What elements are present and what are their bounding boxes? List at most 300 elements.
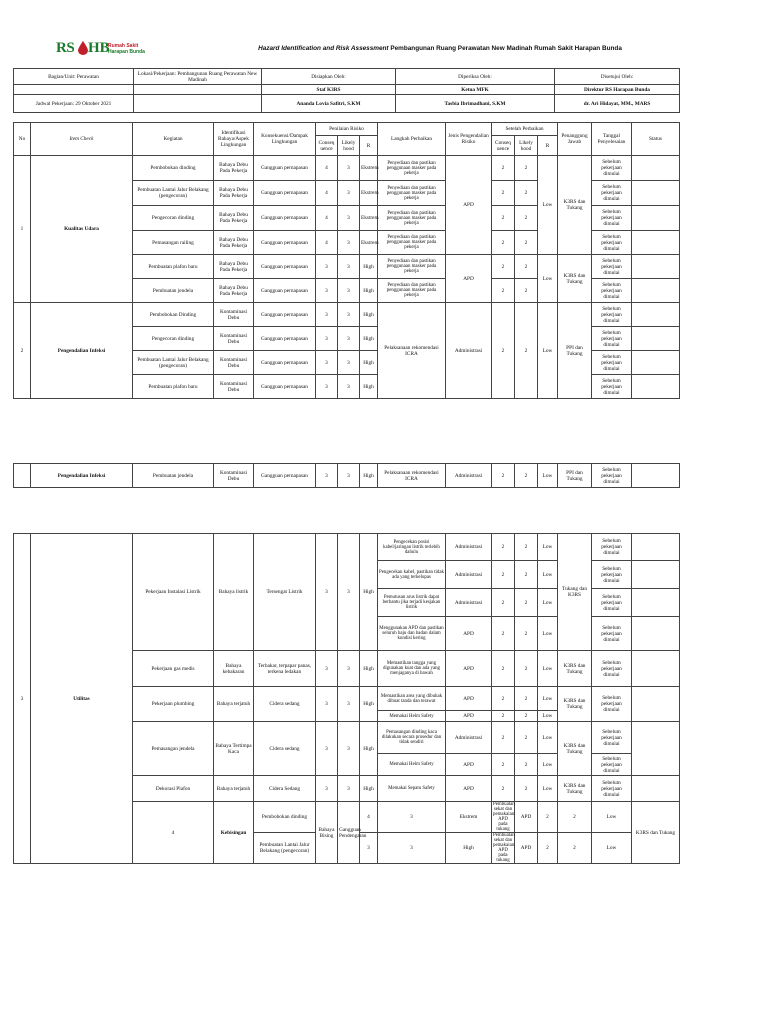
checked-label: Diperiksa Oleh:: [396, 69, 555, 85]
table-cell: 3: [338, 255, 360, 279]
table-cell: [632, 687, 680, 722]
table-cell: APD: [446, 687, 492, 711]
table-cell: Low: [592, 833, 632, 864]
table-cell: 3: [316, 464, 338, 488]
table-cell: Ekstrem: [360, 231, 378, 255]
table-cell: 3: [14, 534, 31, 864]
table-cell: Pengecoran dinding: [133, 327, 214, 351]
table-cell: [632, 722, 680, 776]
table-cell: 3: [338, 375, 360, 399]
table-cell: Low: [538, 651, 558, 687]
table-cell: PPI dan Tukang: [558, 303, 592, 399]
approved-label: Disetujui Oleh:: [555, 69, 680, 85]
table-cell: 3: [316, 303, 338, 327]
table-cell: Sebelum pekerjaan dimulai: [592, 156, 632, 181]
table-cell: Penilaian Risiko: [316, 123, 378, 136]
table-cell: 3: [316, 534, 338, 651]
table-cell: 2: [492, 776, 515, 802]
table-cell: Jenis Pengendalian Risiko: [446, 123, 492, 156]
table-cell: 2: [492, 561, 515, 589]
table-cell: Memastikan area yang dibuhak dibuat tanda dan terawat: [378, 687, 446, 711]
table-cell: Pembuatan Lantai Jalur Belakang (pengecoran): [254, 833, 316, 864]
table-cell: APD: [446, 255, 492, 303]
table-cell: Conseq uence: [492, 136, 515, 156]
table-cell: Bahaya Debu Pada Pekerja: [214, 206, 254, 231]
table-cell: Identifikasi Bahaya/Aspek Lingkungan: [214, 123, 254, 156]
table-cell: Pembuatan jendela: [133, 464, 214, 488]
table-cell: Bahaya terjatuh: [214, 776, 254, 802]
table-cell: [632, 206, 680, 231]
table-cell: Kontaminasi Debu: [214, 327, 254, 351]
table-cell: Tasbia Ibrimadhani, S.KM: [396, 95, 555, 113]
table-cell: Kontaminasi Debu: [214, 464, 254, 488]
table-cell: Penanggung Jawab: [558, 123, 592, 156]
table-cell: Pembobokan Dinding: [133, 303, 214, 327]
table-cell: [14, 85, 134, 95]
table-cell: 3: [360, 833, 378, 864]
table-cell: Sebelum pekerjaan dimulai: [592, 776, 632, 802]
table-cell: Gangguan pernapasan: [254, 181, 316, 206]
table-cell: Bahaya Debu Pada Pekerja: [214, 231, 254, 255]
table-cell: Low: [538, 534, 558, 561]
table-cell: Gangguan Pendengaran: [338, 802, 360, 864]
table-cell: 3: [338, 206, 360, 231]
table-cell: 4: [316, 181, 338, 206]
table-cell: Gangguan pernapasan: [254, 156, 316, 181]
table-cell: Pengecoran dinding: [133, 206, 214, 231]
table-cell: Low: [538, 754, 558, 776]
table-cell: 3: [378, 833, 446, 864]
table-cell: 2: [492, 206, 515, 231]
table-cell: Pemutusan arus listrik dapat berbantu jika terjadi kesjakan listrik: [378, 589, 446, 617]
table-cell: Menggunakan APD dan pastikan seluruh baju dan badan dalam kondisi kering: [378, 617, 446, 651]
table-cell: 3: [338, 279, 360, 303]
table-cell: Tersengat Listrik: [254, 534, 316, 651]
table-cell: Bahaya listrik: [214, 534, 254, 651]
prepared-label: Disiapkan Oleh:: [262, 69, 396, 85]
table-cell: Sebelum pekerjaan dimulai: [592, 589, 632, 617]
table-cell: 3: [338, 687, 360, 722]
schedule-label: Jadwal Pekerjaan: 29 Oktober 2021: [14, 95, 134, 113]
table-cell: 3: [338, 722, 360, 776]
table-cell: Low: [538, 255, 558, 303]
table-cell: 2: [515, 303, 538, 399]
table-cell: Memakai Sepatu Safety: [378, 776, 446, 802]
table-cell: High: [360, 534, 378, 651]
table-cell: 2: [492, 156, 515, 181]
table-cell: 3: [316, 255, 338, 279]
blood-drop-icon: [78, 41, 88, 55]
table-cell: [632, 561, 680, 589]
table-cell: 2: [492, 722, 515, 754]
table-cell: [632, 255, 680, 279]
table-cell: 3: [316, 776, 338, 802]
location-label: Lokasi/Pekerjaan: Pembangunan Ruang Perawatan New Madinah: [134, 69, 262, 85]
table-cell: Kualitas Udara: [31, 156, 133, 303]
table-cell: [632, 303, 680, 327]
table-cell: Bahaya Debu Pada Pekerja: [214, 279, 254, 303]
table-cell: Sebelum pekerjaan dimulai: [592, 464, 632, 488]
risk-table-main: [13, 122, 680, 399]
table-cell: 2: [515, 687, 538, 711]
table-cell: 2: [14, 303, 31, 399]
table-cell: APD: [515, 833, 538, 864]
table-cell: 2: [492, 255, 515, 279]
table-cell: Bahaya terjatuh: [214, 687, 254, 722]
table-cell: Administrasi: [446, 589, 492, 617]
table-cell: Staf K3RS: [262, 85, 396, 95]
table-cell: Sebelum pekerjaan dimulai: [592, 351, 632, 375]
table-cell: Sebelum pekerjaan dimulai: [592, 327, 632, 351]
table-cell: Ekstrem: [360, 156, 378, 181]
table-cell: Pengendalian Infeksi: [31, 464, 133, 488]
table-cell: 3: [338, 776, 360, 802]
table-cell: K3RS dan Tukang: [558, 722, 592, 776]
table-cell: Sebelum pekerjaan dimulai: [592, 206, 632, 231]
table-cell: Bahaya Debu Pada Pekerja: [214, 181, 254, 206]
table-cell: Setelah Perbaikan: [492, 123, 558, 136]
table-cell: Penyediaan dan pastikan penggunaan masker pada pekerja: [378, 231, 446, 255]
table-cell: Status: [632, 123, 680, 156]
table-cell: High: [360, 351, 378, 375]
risk-table-lower: [13, 533, 680, 864]
table-cell: Administrasi: [446, 534, 492, 561]
table-cell: 3: [338, 534, 360, 651]
table-cell: 3: [338, 156, 360, 181]
table-cell: [632, 351, 680, 375]
table-cell: Sebelum pekerjaan dimulai: [592, 617, 632, 651]
table-cell: 1: [14, 156, 31, 303]
table-cell: Pemasangan dinding kaca dilakukan secara prosedur dan tidak sendiri: [378, 722, 446, 754]
table-cell: Low: [538, 464, 558, 488]
table-cell: 4: [316, 231, 338, 255]
table-cell: Pemasangan railing: [133, 231, 214, 255]
table-cell: Ananda Lovia Safitri, S.KM: [262, 95, 396, 113]
table-cell: Sebelum pekerjaan dimulai: [592, 375, 632, 399]
table-cell: Memakai Helm Safety: [378, 711, 446, 722]
table-cell: 2: [515, 534, 538, 561]
table-cell: Bahaya Tertimpa Kaca: [214, 722, 254, 776]
table-cell: Administrasi: [446, 722, 492, 754]
table-cell: Bahaya kebakaran: [214, 651, 254, 687]
table-cell: 2: [515, 464, 538, 488]
table-cell: Pekerjaan gas medis: [133, 651, 214, 687]
table-cell: APD: [446, 754, 492, 776]
table-cell: 3: [338, 651, 360, 687]
table-cell: High: [360, 375, 378, 399]
table-cell: K3RS dan Tukang: [558, 651, 592, 687]
table-cell: High: [360, 687, 378, 722]
table-cell: K3RS dan Tukang: [558, 156, 592, 255]
table-cell: Penyediaan dan pastikan penggunaan masker pada pekerja: [378, 181, 446, 206]
table-cell: [632, 617, 680, 651]
table-cell: R: [360, 136, 378, 156]
table-cell: 4: [316, 156, 338, 181]
table-cell: APD: [446, 651, 492, 687]
table-cell: 3: [338, 464, 360, 488]
table-cell: 2: [515, 279, 538, 303]
table-cell: [632, 231, 680, 255]
table-cell: Low: [538, 561, 558, 589]
table-cell: Terbakar, terpapar panas, terkena ledakan: [254, 651, 316, 687]
table-row: [14, 156, 680, 181]
table-cell: [632, 327, 680, 351]
table-row: [14, 534, 680, 561]
table-cell: Bahaya Bising: [316, 802, 338, 864]
table-cell: Ekstrem: [360, 181, 378, 206]
table-cell: Penyediaan dan pastikan penggunaan masker pada pekerja: [378, 156, 446, 181]
table-cell: Low: [538, 617, 558, 651]
table-cell: [632, 651, 680, 687]
table-cell: 3: [316, 722, 338, 776]
table-cell: Administrasi: [446, 561, 492, 589]
table-cell: [632, 464, 680, 488]
table-cell: Gangguan pernapasan: [254, 255, 316, 279]
hospital-logo: RS HB Rumah Sakit Harapan Bunda: [56, 40, 145, 56]
table-cell: K3RS dan Tukang: [558, 776, 592, 802]
table-cell: 3: [316, 351, 338, 375]
table-cell: APD: [446, 156, 492, 255]
table-cell: Low: [538, 711, 558, 722]
table-cell: Sebelum pekerjaan dimulai: [592, 255, 632, 279]
table-cell: 2: [492, 617, 515, 651]
table-cell: Langkah Perbaikan: [378, 123, 446, 156]
table-cell: Ketua MFK: [396, 85, 555, 95]
table-cell: High: [446, 833, 492, 864]
table-cell: Penyediaan dan pastikan penggunaan masker pada pekerja: [378, 279, 446, 303]
table-cell: Tukang dan K3RS: [558, 534, 592, 651]
table-cell: Cidera Sedang: [254, 776, 316, 802]
table-cell: 3: [316, 327, 338, 351]
table-cell: High: [360, 255, 378, 279]
table-cell: Memakai Helm Safety: [378, 754, 446, 776]
table-cell: [632, 589, 680, 617]
table-cell: Low: [538, 776, 558, 802]
table-cell: 3: [338, 327, 360, 351]
table-cell: 4: [316, 206, 338, 231]
document-title: Hazard Identification and Risk Assessment Pembangunan Ruang Perawatan New Madinah Rumah Sakit Harapan Bunda: [258, 45, 622, 52]
table-cell: APD: [446, 711, 492, 722]
table-cell: Pembuatan Lantai Jalur Belakang (pengecoran): [133, 181, 214, 206]
table-cell: [632, 534, 680, 561]
table-cell: 2: [492, 651, 515, 687]
table-cell: Low: [538, 722, 558, 754]
table-cell: K3RS dan Tukang: [558, 687, 592, 722]
table-cell: 2: [492, 534, 515, 561]
table-cell: Kontaminasi Debu: [214, 351, 254, 375]
table-cell: Bahaya Debu Pada Pekerja: [214, 255, 254, 279]
table-cell: Kontaminasi Debu: [214, 303, 254, 327]
table-cell: 2: [558, 802, 592, 833]
table-cell: 2: [515, 156, 538, 181]
table-cell: High: [360, 651, 378, 687]
table-cell: Sebelum pekerjaan dimulai: [592, 651, 632, 687]
table-cell: 3: [316, 279, 338, 303]
table-cell: Low: [538, 156, 558, 255]
table-cell: Gangguan pernapasan: [254, 206, 316, 231]
table-cell: Likely hood: [338, 136, 360, 156]
table-cell: 2: [538, 833, 558, 864]
table-cell: Sebelum pekerjaan dimulai: [592, 534, 632, 561]
table-cell: Pembuatan plafon baru: [133, 255, 214, 279]
table-cell: Gangguan pernapasan: [254, 375, 316, 399]
table-cell: 2: [492, 687, 515, 711]
table-cell: Sebelum pekerjaan dimulai: [592, 754, 632, 776]
table-cell: Gangguan pernapasan: [254, 279, 316, 303]
table-cell: Pengendalian Infeksi: [31, 303, 133, 399]
table-cell: [632, 375, 680, 399]
table-cell: Utilitas: [31, 534, 133, 864]
table-cell: Gangguan pernapasan: [254, 351, 316, 375]
table-cell: Gangguan pernapasan: [254, 464, 316, 488]
table-cell: High: [360, 303, 378, 327]
table-cell: Sebelum pekerjaan dimulai: [592, 279, 632, 303]
table-cell: APD: [446, 776, 492, 802]
table-cell: Pekerjaan plumbing: [133, 687, 214, 722]
table-cell: 2: [515, 255, 538, 279]
table-cell: Gangguan pernapasan: [254, 303, 316, 327]
table-cell: 2: [515, 561, 538, 589]
table-cell: APD: [515, 802, 538, 833]
table-cell: [632, 279, 680, 303]
table-cell: Kebisingan: [214, 802, 254, 864]
table-cell: 2: [515, 589, 538, 617]
table-cell: Sebelum pekerjaan dimulai: [592, 722, 632, 754]
table-cell: [134, 85, 262, 95]
table-cell: 2: [492, 464, 515, 488]
table-cell: Pembuatan sekat dan pemakaian APD pada tukang: [493, 802, 515, 832]
unit-label: Bagian/Unit: Perawatan: [14, 69, 134, 85]
table-cell: Direktur RS Harapan Bunda: [555, 85, 680, 95]
table-cell: Penyediaan dan pastikan penggunaan masker pada pekerja: [378, 255, 446, 279]
table-cell: Pengecekan posisi kabel/jaringan listrik terlebih dahulu: [378, 534, 446, 561]
table-cell: Administrasi: [446, 464, 492, 488]
table-cell: High: [360, 279, 378, 303]
table-cell: 2: [492, 711, 515, 722]
table-cell: 2: [515, 754, 538, 776]
table-cell: 3: [316, 651, 338, 687]
table-cell: High: [360, 327, 378, 351]
table-cell: Pemasangan jendela: [133, 722, 214, 776]
table-cell: 2: [558, 833, 592, 864]
table-cell: 2: [515, 206, 538, 231]
table-cell: PPI dan Tukang: [558, 464, 592, 488]
risk-table-continuation: [13, 463, 680, 488]
table-cell: [134, 95, 262, 113]
table-cell: 4: [360, 802, 378, 833]
table-cell: Tanggal Penyelesaian: [592, 123, 632, 156]
table-cell: 2: [492, 754, 515, 776]
table-cell: Gangguan pernapasan: [254, 231, 316, 255]
table-cell: Gangguan pernapasan: [254, 327, 316, 351]
table-cell: Pembobokan dinding: [254, 802, 316, 833]
table-cell: Pembuatan Lantai Jalur Belakang (pengecoran): [133, 351, 214, 375]
table-cell: Pelaksanaan rekomendasi ICRA: [378, 464, 446, 488]
table-cell: 4: [133, 802, 214, 864]
table-cell: Pekerjaan Instalasi Listrik: [133, 534, 214, 651]
table-cell: Conseq uence: [316, 136, 338, 156]
table-cell: 2: [492, 303, 515, 399]
table-cell: Bahaya Debu Pada Pekerja: [214, 156, 254, 181]
table-cell: Sebelum pekerjaan dimulai: [592, 231, 632, 255]
table-cell: 3: [316, 687, 338, 722]
table-cell: dr. Ari Hidayat, MM., MARS: [555, 95, 680, 113]
table-cell: [632, 181, 680, 206]
table-cell: 2: [515, 231, 538, 255]
table-cell: 2: [492, 589, 515, 617]
table-cell: Memastikan tangga yang digunakan kuat dan ada yang menjaganya di bawah: [378, 651, 446, 687]
table-cell: Kontaminasi Debu: [214, 375, 254, 399]
table-cell: Konsekuensi/Dampak Lingkungan: [254, 123, 316, 156]
table-cell: Kegiatan: [133, 123, 214, 156]
table-cell: K3RS dan Tukang: [558, 255, 592, 303]
table-cell: APD: [446, 617, 492, 651]
table-cell: Sebelum pekerjaan dimulai: [592, 687, 632, 722]
table-cell: 3: [316, 375, 338, 399]
table-cell: Low: [592, 802, 632, 833]
table-cell: Low: [538, 589, 558, 617]
table-cell: 2: [492, 231, 515, 255]
table-cell: K3RS dan Tukang: [632, 802, 680, 864]
table-cell: 2: [515, 776, 538, 802]
table-cell: 3: [378, 802, 446, 833]
table-cell: Pembuatan jendela: [133, 279, 214, 303]
table-cell: Likely hood: [515, 136, 538, 156]
table-cell: High: [360, 464, 378, 488]
table-cell: 3: [338, 181, 360, 206]
table-cell: Pembuatan plafon baru: [133, 375, 214, 399]
signature-table: [13, 68, 680, 113]
document-header: [0, 0, 768, 62]
table-row: [14, 303, 680, 327]
table-cell: 2: [515, 181, 538, 206]
table-row: [14, 464, 680, 488]
table-cell: High: [360, 722, 378, 776]
table-cell: Sebelum pekerjaan dimulai: [592, 303, 632, 327]
table-cell: 2: [515, 711, 538, 722]
table-cell: Pembobokan dinding: [133, 156, 214, 181]
table-cell: 2: [492, 279, 515, 303]
table-cell: 2: [515, 617, 538, 651]
table-cell: [632, 776, 680, 802]
table-cell: 3: [338, 231, 360, 255]
table-cell: 2: [492, 181, 515, 206]
table-cell: 2: [515, 722, 538, 754]
table-cell: Low: [538, 687, 558, 711]
table-cell: Ekstrem: [360, 206, 378, 231]
table-cell: 2: [515, 651, 538, 687]
table-cell: Sebelum pekerjaan dimulai: [592, 181, 632, 206]
table-cell: 3: [338, 351, 360, 375]
table-cell: Administrasi: [446, 303, 492, 399]
table-cell: R: [538, 136, 558, 156]
table-cell: Ekstrem: [446, 802, 492, 833]
table-cell: Sebelum pekerjaan dimulai: [592, 561, 632, 589]
table-cell: Cidera sedang: [254, 722, 316, 776]
table-cell: High: [360, 776, 378, 802]
table-cell: Penyediaan dan pastikan penggunaan masker pada pekerja: [378, 206, 446, 231]
table-cell: Pelaksanaan rekomendasi ICRA: [378, 303, 446, 399]
table-cell: Item Check: [31, 123, 133, 156]
table-cell: No: [14, 123, 31, 156]
table-cell: Low: [538, 303, 558, 399]
table-cell: Dekorasi Plafon: [133, 776, 214, 802]
table-cell: Pembuatan sekat dan pemakaian APD pada tukang: [493, 833, 515, 863]
table-cell: [14, 464, 31, 488]
table-cell: Cidera sedang: [254, 687, 316, 722]
table-cell: 3: [338, 303, 360, 327]
table-cell: [632, 156, 680, 181]
